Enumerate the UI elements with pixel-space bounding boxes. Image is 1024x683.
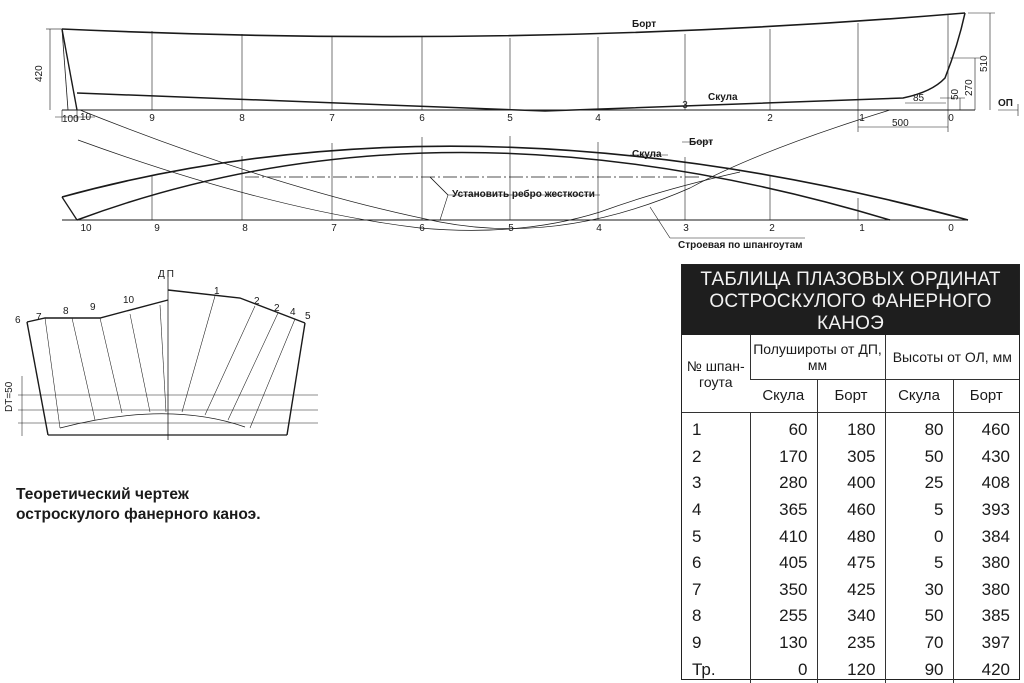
baseline-label: ОП bbox=[998, 98, 1013, 109]
sub-header-chine: Скула bbox=[750, 380, 817, 413]
side-station-label: 3 bbox=[682, 100, 688, 111]
table-cell: 0 bbox=[750, 656, 817, 683]
side-sheer-label: Борт bbox=[632, 19, 657, 30]
plan-transom bbox=[62, 197, 77, 220]
table-row bbox=[682, 470, 1019, 497]
table-cell: 380 bbox=[953, 550, 1019, 577]
table-cell: 120 bbox=[817, 656, 885, 683]
plan-station-label: 4 bbox=[596, 223, 602, 234]
body-station-left: 10 bbox=[123, 295, 135, 306]
side-station-label: 6 bbox=[419, 113, 425, 124]
plan-station-label: 6 bbox=[419, 223, 425, 234]
body-station-right: 5 bbox=[305, 311, 311, 322]
table-cell: 50 bbox=[885, 444, 953, 471]
table-cell: 480 bbox=[817, 523, 885, 550]
table-row bbox=[682, 444, 1019, 471]
chine-line bbox=[77, 13, 965, 111]
dim-10: 10 bbox=[80, 112, 92, 123]
transom-line bbox=[62, 29, 77, 110]
plan-station-label: 5 bbox=[508, 223, 514, 234]
side-station-label: 1 bbox=[859, 113, 865, 124]
side-station-label: 8 bbox=[239, 113, 245, 124]
body-station-right: 1 bbox=[214, 286, 220, 297]
offsets-table bbox=[681, 264, 1020, 680]
table-cell: 350 bbox=[750, 577, 817, 604]
table-cell: 130 bbox=[750, 630, 817, 657]
side-stations bbox=[152, 15, 948, 110]
offsets-table-body bbox=[682, 413, 1019, 683]
caption-line-2: остроскулого фанерного каноэ. bbox=[16, 506, 261, 523]
side-station-label: 9 bbox=[149, 113, 155, 124]
body-station-left: 7 bbox=[36, 312, 42, 323]
table-row bbox=[682, 497, 1019, 524]
table-cell: 1 bbox=[692, 420, 702, 440]
table-cell: 475 bbox=[817, 550, 885, 577]
body-station-left: 9 bbox=[90, 302, 96, 313]
side-station-label: 0 bbox=[948, 113, 954, 124]
dim-50: 50 bbox=[950, 88, 961, 100]
table-cell: 0 bbox=[885, 523, 953, 550]
table-cell: 30 bbox=[885, 577, 953, 604]
plan-station-label: 9 bbox=[154, 223, 160, 234]
table-cell: 8 bbox=[692, 606, 702, 626]
table-cell: 180 bbox=[817, 413, 885, 444]
table-row bbox=[682, 523, 1019, 550]
plan-station-label: 8 bbox=[242, 223, 248, 234]
table-cell: 280 bbox=[750, 470, 817, 497]
plan-station-label: 3 bbox=[683, 223, 689, 234]
table-cell: 2 bbox=[692, 446, 702, 466]
table-cell: 397 bbox=[953, 630, 1019, 657]
body-station-right: 4 bbox=[290, 307, 296, 318]
table-cell: 7 bbox=[692, 579, 702, 599]
plan-chine bbox=[77, 153, 890, 221]
side-station-label: 7 bbox=[329, 113, 335, 124]
table-cell: 70 bbox=[885, 630, 953, 657]
table-cell: 5 bbox=[692, 526, 702, 546]
table-cell: 5 bbox=[885, 550, 953, 577]
side-station-label: 5 bbox=[507, 113, 513, 124]
dim-500: 500 bbox=[892, 118, 909, 129]
table-cell: 4 bbox=[692, 500, 702, 520]
table-cell: 9 bbox=[692, 633, 702, 653]
table-row bbox=[682, 577, 1019, 604]
table-title-line: КАНОЭ bbox=[817, 313, 884, 334]
plan-station-label: 10 bbox=[80, 223, 92, 234]
table-row bbox=[682, 550, 1019, 577]
plan-chine-label: Скула bbox=[632, 149, 662, 160]
table-cell: 80 bbox=[885, 413, 953, 444]
table-cell: 25 bbox=[885, 470, 953, 497]
bottom-curve bbox=[60, 414, 245, 428]
table-cell: 425 bbox=[817, 577, 885, 604]
table-cell: 3 bbox=[692, 473, 702, 493]
side-station-label: 2 bbox=[767, 113, 773, 124]
table-cell: 5 bbox=[885, 497, 953, 524]
table-cell: 255 bbox=[750, 603, 817, 630]
table-cell: 384 bbox=[953, 523, 1019, 550]
sheer-line bbox=[62, 13, 965, 37]
station-number-header: № шпан- гоута bbox=[682, 335, 750, 413]
table-cell: 380 bbox=[953, 577, 1019, 604]
body-sections bbox=[45, 296, 295, 428]
sectional-area-curve-top bbox=[80, 110, 890, 229]
sub-header-sheer: Борт bbox=[953, 380, 1019, 413]
side-chine-label: Скула bbox=[708, 92, 738, 103]
height-header: Высоты от ОЛ, мм bbox=[885, 335, 1019, 380]
drawing-caption bbox=[16, 485, 346, 525]
dt-label: DT=50 bbox=[4, 381, 15, 412]
centre-plane-label: ДП bbox=[158, 269, 176, 280]
side-station-label: 4 bbox=[595, 113, 601, 124]
body-station-left: 8 bbox=[63, 306, 69, 317]
body-station-right: 2 bbox=[274, 303, 280, 314]
table-title-line: ТАБЛИЦА ПЛАЗОВЫХ ОРДИНАТ bbox=[700, 269, 1001, 290]
body-plan bbox=[18, 270, 318, 440]
table-cell: 405 bbox=[750, 550, 817, 577]
offsets-grid bbox=[682, 335, 1019, 683]
body-station-left: 6 bbox=[15, 315, 21, 326]
table-cell: 393 bbox=[953, 497, 1019, 524]
table-row bbox=[682, 656, 1019, 683]
table-cell: 400 bbox=[817, 470, 885, 497]
body-station-right: 2 bbox=[254, 296, 260, 307]
table-cell: 385 bbox=[953, 603, 1019, 630]
table-cell: 408 bbox=[953, 470, 1019, 497]
dim-510: 510 bbox=[979, 55, 990, 72]
offsets-table-title bbox=[682, 265, 1019, 335]
sub-header-chine: Скула bbox=[885, 380, 953, 413]
plan-view bbox=[62, 136, 968, 238]
dim-420: 420 bbox=[34, 65, 45, 82]
plan-station-label: 2 bbox=[769, 223, 775, 234]
table-cell: 170 bbox=[750, 444, 817, 471]
table-cell: 460 bbox=[953, 413, 1019, 444]
table-cell: 420 bbox=[953, 656, 1019, 683]
side-dimensions bbox=[46, 13, 1018, 132]
plan-station-label: 0 bbox=[948, 223, 954, 234]
table-cell: 430 bbox=[953, 444, 1019, 471]
table-row bbox=[682, 630, 1019, 657]
table-cell: 90 bbox=[885, 656, 953, 683]
plan-station-label: 7 bbox=[331, 223, 337, 234]
plan-station-label: 1 bbox=[859, 223, 865, 234]
table-row bbox=[682, 413, 1019, 444]
right-sheer bbox=[168, 290, 305, 323]
half-breadth-header: Полушироты от ДП, мм bbox=[750, 335, 885, 380]
table-cell: 460 bbox=[817, 497, 885, 524]
table-cell: 60 bbox=[750, 413, 817, 444]
left-side bbox=[27, 322, 48, 435]
table-cell: 365 bbox=[750, 497, 817, 524]
table-cell: 235 bbox=[817, 630, 885, 657]
table-row bbox=[682, 603, 1019, 630]
sub-header-sheer: Борт bbox=[817, 380, 885, 413]
left-sheer bbox=[27, 300, 168, 322]
caption-line-1: Теоретический чертеж bbox=[16, 486, 189, 503]
table-cell: 6 bbox=[692, 553, 702, 573]
table-cell: 410 bbox=[750, 523, 817, 550]
table-title-line: ОСТРОСКУЛОГО ФАНЕРНОГО bbox=[709, 291, 992, 312]
dim-270: 270 bbox=[964, 79, 975, 96]
table-cell: Тр. bbox=[692, 659, 716, 679]
table-cell: 340 bbox=[817, 603, 885, 630]
right-side bbox=[287, 323, 305, 435]
plan-sheer-label: Борт bbox=[689, 137, 714, 148]
sectional-area-note: Строевая по шпангоутам bbox=[678, 240, 803, 251]
table-cell: 50 bbox=[885, 603, 953, 630]
plan-stations bbox=[152, 136, 858, 220]
dim-100: 100 bbox=[62, 114, 79, 125]
table-cell: 305 bbox=[817, 444, 885, 471]
transom-inner bbox=[62, 29, 68, 110]
dim-85: 85 bbox=[913, 93, 925, 104]
stiffener-note: Установить ребро жесткости bbox=[452, 189, 595, 200]
